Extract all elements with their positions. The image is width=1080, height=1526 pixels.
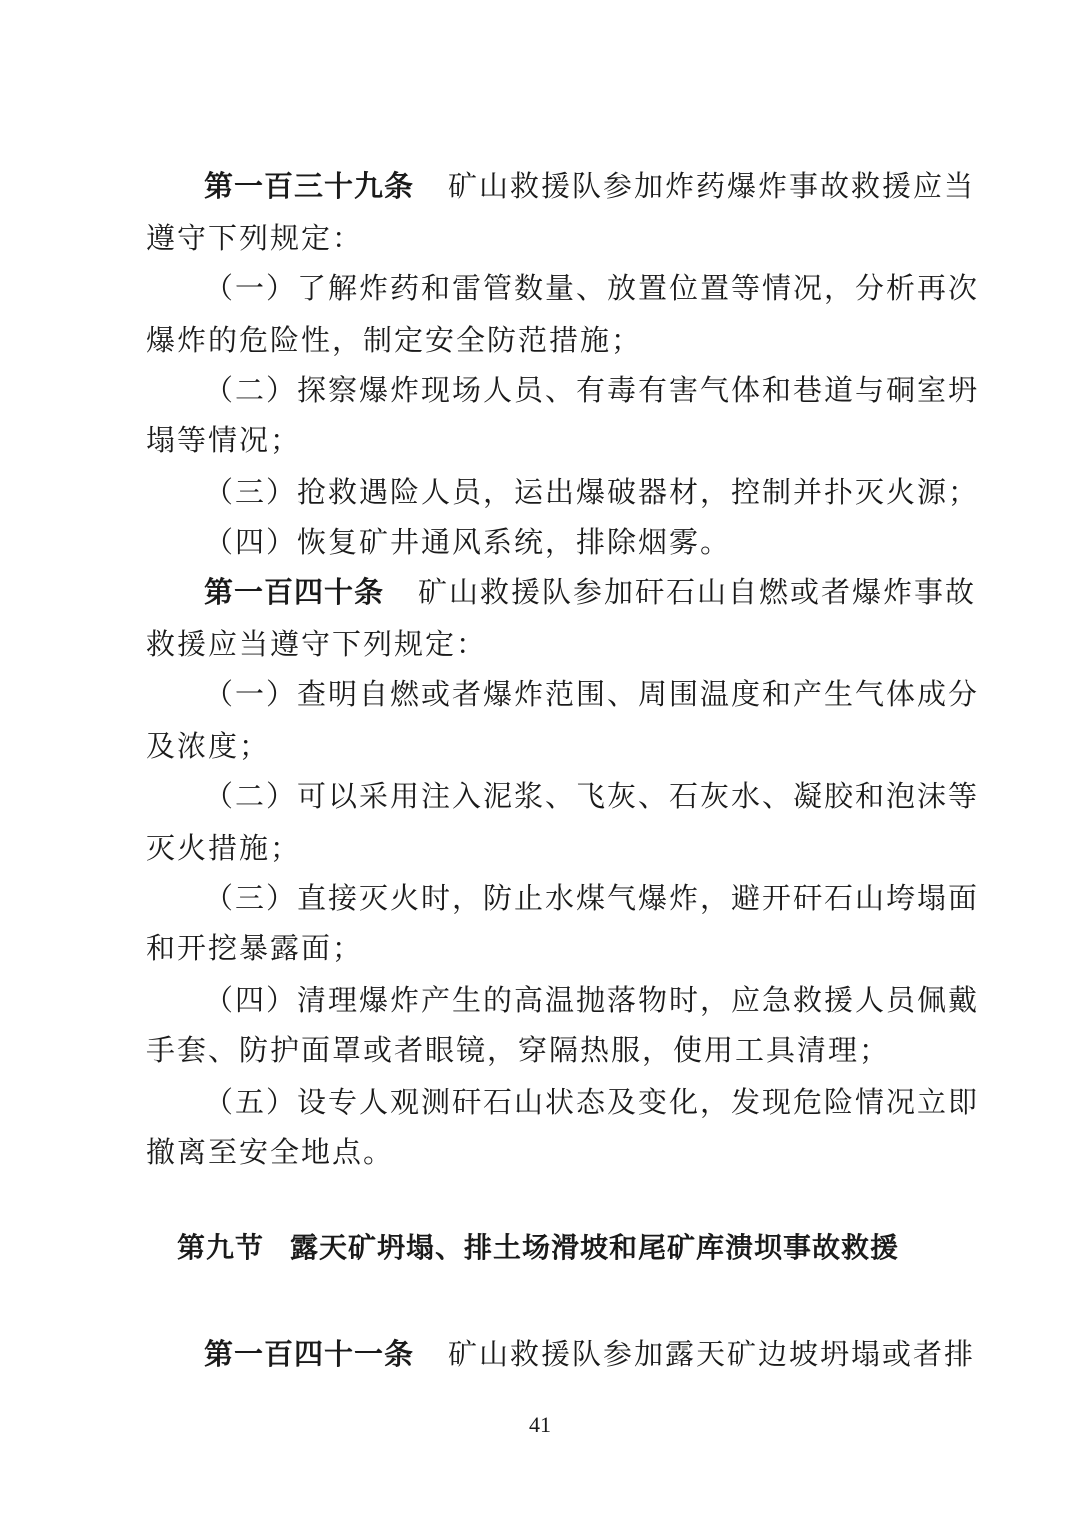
article-140-number: 第一百四十条 [204,575,385,609]
article-140-item-4-line-1: （四）清理爆炸产生的高温抛落物时，应急救援人员佩戴 [204,983,980,1017]
article-140-item-3-line-1: （三）直接灭火时，防止水煤气爆炸，避开矸石山垮塌面 [204,881,980,915]
article-140-item-1-line-1: （一）查明自燃或者爆炸范围、周围温度和产生气体成分 [204,677,980,711]
article-139-item-4: （四）恢复矿井通风系统，排除烟雾。 [204,525,732,559]
article-140-text: 矿山救援队参加矸石山自燃或者爆炸事故 [418,575,977,609]
article-140-item-1-line-2: 及浓度； [146,729,271,763]
section-9-title: 露天矿坍塌、排土场滑坡和尾矿库溃坝事故救援 [290,1231,900,1264]
article-140-first-line [204,572,977,612]
article-140-item-5-line-2: 撤离至安全地点。 [146,1135,395,1169]
article-140-item-2-line-2: 灭火措施； [146,831,302,865]
article-139-first-line [204,166,976,206]
article-140-item-5-line-1: （五）设专人观测矸石山状态及变化，发现危险情况立即 [204,1085,980,1119]
article-139-item-2-line-2: 塌等情况； [146,423,302,457]
article-139-second-line: 遵守下列规定： [146,221,364,255]
article-140-item-3-line-2: 和开挖暴露面； [146,931,364,965]
article-141-first-line [204,1334,976,1374]
article-141-number: 第一百四十一条 [204,1337,415,1371]
article-140-item-2-line-1: （二）可以采用注入泥浆、飞灰、石灰水、凝胶和泡沫等 [204,779,980,813]
article-141-text: 矿山救援队参加露天矿边坡坍塌或者排 [448,1337,976,1371]
article-139-text: 矿山救援队参加炸药爆炸事故救援应当 [448,169,976,203]
article-139-number: 第一百三十九条 [204,169,415,203]
page-number: 41 [529,1412,551,1437]
article-139-item-1-line-2: 爆炸的危险性，制定安全防范措施； [146,323,643,357]
article-140-second-line: 救援应当遵守下列规定： [146,627,488,661]
article-139-item-1-line-1: （一）了解炸药和雷管数量、放置位置等情况，分析再次 [204,271,980,305]
article-139-item-3: （三）抢救遇险人员，运出爆破器材，控制并扑灭火源； [204,475,980,509]
article-139-item-2-line-1: （二）探察爆炸现场人员、有毒有害气体和巷道与硐室坍 [204,373,980,407]
article-140-item-4-line-2: 手套、防护面罩或者眼镜，穿隔热服，使用工具清理； [146,1033,891,1067]
section-9-number: 第九节 [177,1231,265,1264]
section-9-heading [177,1228,899,1268]
